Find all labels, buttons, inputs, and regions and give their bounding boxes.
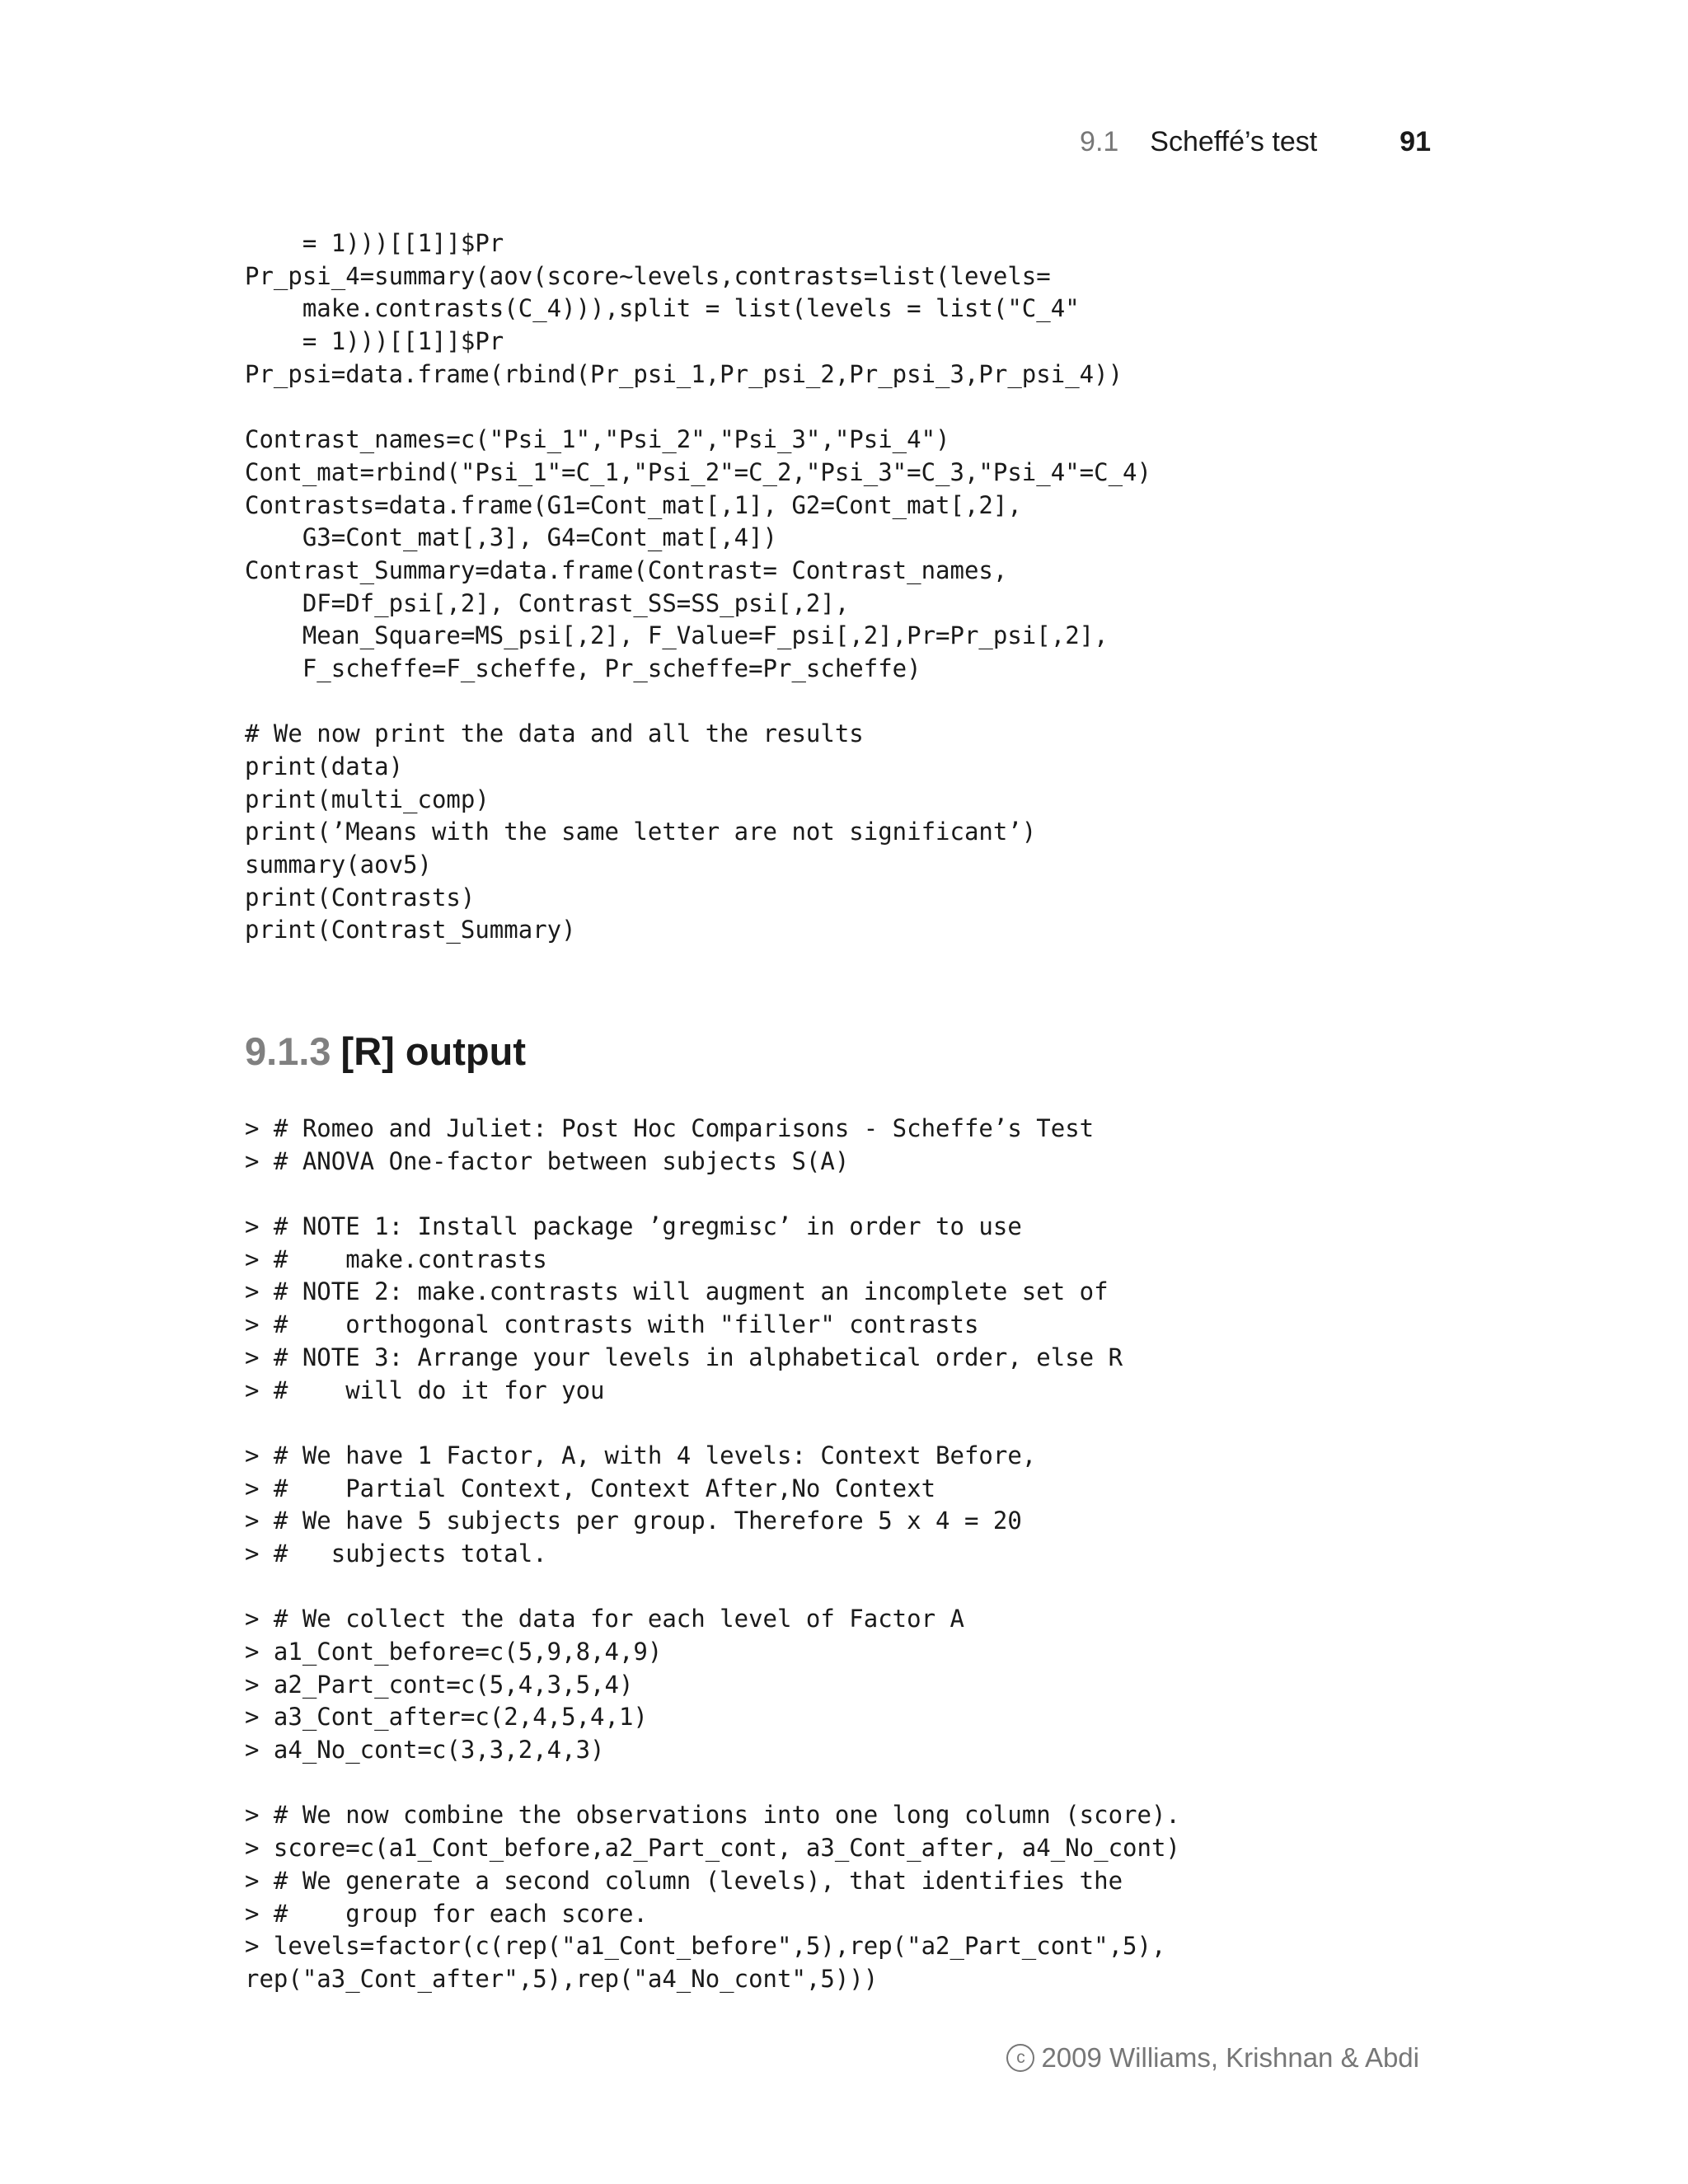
output-line: rep("a3_Cont_after",5),rep("a4_No_cont",5))) xyxy=(245,1964,879,1993)
code-line: Pr_psi=data.frame(rbind(Pr_psi_1,Pr_psi_2,Pr_psi_3,Pr_psi_4)) xyxy=(245,359,1123,388)
output-line: > # NOTE 3: Arrange your levels in alphabetical order, else R xyxy=(245,1343,1123,1371)
output-line: > # ANOVA One-factor between subjects S(A) xyxy=(245,1146,850,1175)
copyright-footer xyxy=(1006,2042,1419,2074)
code-line: make.contrasts(C_4))),split = list(levels = list("C_4" xyxy=(245,294,1080,323)
code-line: print(multi_comp) xyxy=(245,785,490,813)
code-line: print(’Means with the same letter are not significant’) xyxy=(245,818,1037,846)
output-line: > # NOTE 1: Install package ’gregmisc’ in order to use xyxy=(245,1212,1022,1241)
output-line: > a2_Part_cont=c(5,4,3,5,4) xyxy=(245,1670,634,1699)
output-line: > # orthogonal contrasts with "filler" contrasts xyxy=(245,1310,979,1339)
output-line: > # We collect the data for each level of Factor A xyxy=(245,1605,964,1633)
output-line: > # We have 5 subjects per group. Therefore 5 x 4 = 20 xyxy=(245,1507,1022,1535)
code-block-output xyxy=(245,1113,1180,1996)
output-line xyxy=(245,1407,1180,1440)
code-line: = 1)))[[1]]$Pr xyxy=(245,327,504,356)
output-line: > # We generate a second column (levels), that identifies the xyxy=(245,1866,1123,1895)
code-line: Mean_Square=MS_psi[,2], F_Value=F_psi[,2],Pr=Pr_psi[,2], xyxy=(245,621,1109,650)
output-line: > a1_Cont_before=c(5,9,8,4,9) xyxy=(245,1638,663,1666)
output-line: > # subjects total. xyxy=(245,1539,547,1568)
code-line: summary(aov5) xyxy=(245,851,432,879)
output-line xyxy=(245,1178,1180,1211)
output-line: > # will do it for you xyxy=(245,1376,605,1404)
code-line xyxy=(245,686,1151,719)
code-line: = 1)))[[1]]$Pr xyxy=(245,229,504,257)
code-line: Contrast_names=c("Psi_1","Psi_2","Psi_3","Psi_4") xyxy=(245,425,950,454)
header-section-number: 9.1 xyxy=(1080,126,1119,157)
code-line: # We now print the data and all the results xyxy=(245,719,864,748)
code-line: Cont_mat=rbind("Psi_1"=C_1,"Psi_2"=C_2,"Psi_3"=C_3,"Psi_4"=C_4) xyxy=(245,457,1151,486)
output-line: > # NOTE 2: make.contrasts will augment an incomplete set of xyxy=(245,1277,1109,1306)
output-line xyxy=(245,1571,1180,1604)
page-number: 91 xyxy=(1400,126,1431,157)
code-line: print(Contrast_Summary) xyxy=(245,916,576,944)
code-line: Contrast_Summary=data.frame(Contrast= Contrast_names, xyxy=(245,555,1008,584)
header-section-title: Scheffé’s test xyxy=(1150,126,1318,157)
output-line: > a4_No_cont=c(3,3,2,4,3) xyxy=(245,1736,605,1765)
running-header xyxy=(1080,126,1431,158)
code-line: DF=Df_psi[,2], Contrast_SS=SS_psi[,2], xyxy=(245,588,850,617)
code-line xyxy=(245,391,1151,424)
section-heading xyxy=(245,1029,526,1073)
code-block-script xyxy=(245,227,1151,947)
code-line: F_scheffe=F_scheffe, Pr_scheffe=Pr_scheffe) xyxy=(245,654,921,682)
section-number: 9.1.3 xyxy=(245,1029,331,1073)
output-line: > score=c(a1_Cont_before,a2_Part_cont, a3_Cont_after, a4_No_cont) xyxy=(245,1834,1180,1863)
code-line: G3=Cont_mat[,3], G4=Cont_mat[,4]) xyxy=(245,523,778,552)
section-title: [R] output xyxy=(340,1029,526,1073)
code-line: print(data) xyxy=(245,752,404,780)
output-line: > # Romeo and Juliet: Post Hoc Comparisons - Scheffe’s Test xyxy=(245,1114,1095,1142)
output-line: > # make.contrasts xyxy=(245,1244,547,1273)
output-line: > # We now combine the observations into one long column (score). xyxy=(245,1801,1180,1830)
code-line: print(Contrasts) xyxy=(245,883,476,912)
code-line: Contrasts=data.frame(G1=Cont_mat[,1], G2=Cont_mat[,2], xyxy=(245,490,1022,519)
output-line: > a3_Cont_after=c(2,4,5,4,1) xyxy=(245,1703,648,1732)
copyright-icon: c xyxy=(1006,2044,1034,2072)
copyright-text: 2009 Williams, Krishnan & Abdi xyxy=(1041,2042,1419,2073)
code-line: Pr_psi_4=summary(aov(score~levels,contrasts=list(levels= xyxy=(245,261,1051,290)
output-line xyxy=(245,1767,1180,1800)
output-line: > # Partial Context, Context After,No Context xyxy=(245,1474,936,1502)
output-line: > levels=factor(c(rep("a1_Cont_before",5),rep("a2_Part_cont",5), xyxy=(245,1932,1166,1961)
output-line: > # We have 1 Factor, A, with 4 levels: Context Before, xyxy=(245,1441,1037,1469)
output-line: > # group for each score. xyxy=(245,1899,648,1928)
